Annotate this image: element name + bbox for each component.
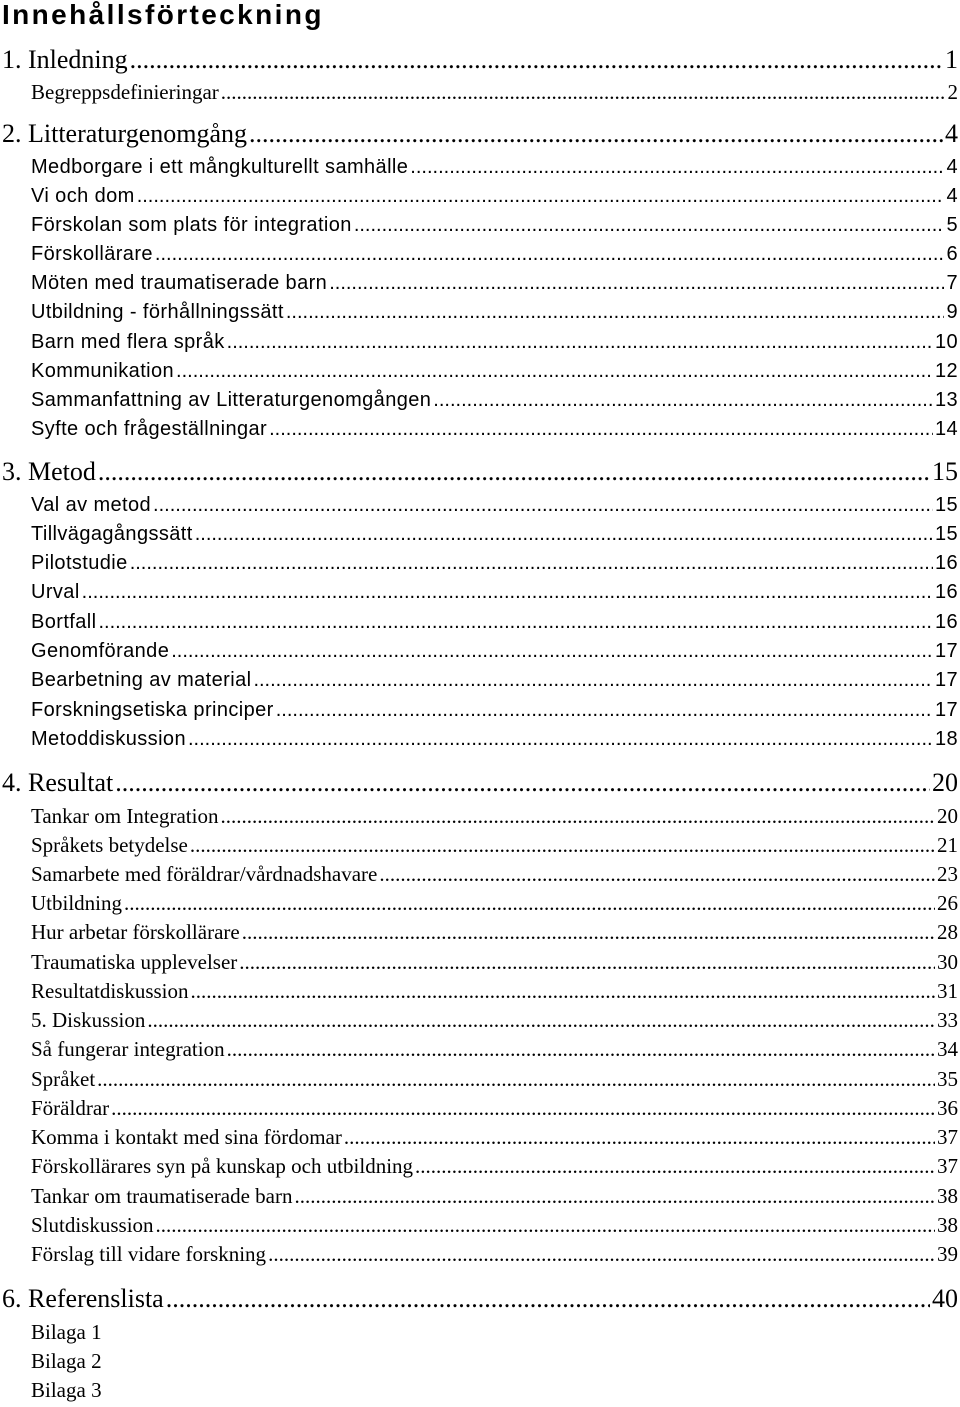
dot-leader bbox=[195, 520, 933, 548]
toc-entry-hur-arbetar[interactable] bbox=[31, 918, 958, 946]
toc-page-number: 36 bbox=[937, 1096, 958, 1120]
toc-page-number: 16 bbox=[934, 552, 958, 574]
toc-entry-title: 2. Litteraturgenomgång bbox=[2, 119, 248, 148]
toc-entry-utbildning-forhallningssatt[interactable] bbox=[31, 298, 958, 326]
toc-entry-title: Medborgare i ett mångkulturellt samhälle bbox=[31, 156, 409, 178]
toc-page-number: 18 bbox=[934, 728, 958, 750]
dot-leader bbox=[98, 456, 930, 488]
toc-page-number: 35 bbox=[937, 1067, 958, 1091]
toc-entry-title: Bilaga 2 bbox=[31, 1349, 102, 1373]
toc-entry-bortfall[interactable] bbox=[31, 608, 958, 636]
toc-page-number: 30 bbox=[937, 950, 958, 974]
toc-page-number: 7 bbox=[946, 272, 958, 294]
toc-page-number: 39 bbox=[937, 1242, 958, 1266]
toc-page-number: 5 bbox=[946, 214, 958, 236]
toc-entry-title: Föräldrar bbox=[31, 1096, 110, 1120]
toc-entry-slutdiskussion[interactable] bbox=[31, 1211, 958, 1239]
dot-leader bbox=[188, 725, 933, 753]
dot-leader bbox=[268, 1240, 935, 1268]
toc-entry-diskussion[interactable] bbox=[31, 1006, 958, 1034]
toc-entry-begreppsdefinieringar[interactable] bbox=[31, 78, 958, 106]
toc-page-number: 6 bbox=[946, 243, 958, 265]
toc-entry-title: Bortfall bbox=[31, 611, 97, 633]
toc-page-number: 34 bbox=[937, 1037, 958, 1061]
toc-entry-title: Så fungerar integration bbox=[31, 1037, 225, 1061]
dot-leader bbox=[242, 918, 935, 946]
toc-entry-title: 1. Inledning bbox=[2, 45, 128, 74]
toc-entry-title: Val av metod bbox=[31, 494, 152, 516]
toc-entry-title: Hur arbetar förskollärare bbox=[31, 920, 240, 944]
dot-leader bbox=[176, 357, 933, 385]
dot-leader bbox=[97, 1065, 935, 1093]
toc-entry-title: 3. Metod bbox=[2, 457, 96, 486]
toc-entry-referenslista[interactable] bbox=[2, 1283, 958, 1315]
toc-page-number: 28 bbox=[937, 920, 958, 944]
dot-leader bbox=[286, 298, 945, 326]
toc-page-number: 38 bbox=[937, 1184, 958, 1208]
toc-entry-val-av-metod[interactable] bbox=[31, 491, 958, 519]
toc-entry-kommunikation[interactable] bbox=[31, 357, 958, 385]
dot-leader bbox=[124, 889, 935, 917]
toc-entry-sammanfattning[interactable] bbox=[31, 386, 958, 414]
toc-page-number: 2 bbox=[947, 80, 958, 104]
dot-leader bbox=[227, 328, 933, 356]
dot-leader bbox=[220, 802, 935, 830]
toc-page-number: 17 bbox=[934, 669, 958, 691]
toc-entry-title: Bilaga 1 bbox=[31, 1320, 102, 1344]
toc-entry-title: 6. Referenslista bbox=[2, 1284, 164, 1313]
toc-entry-syfte[interactable] bbox=[31, 415, 958, 443]
toc-page-number: 37 bbox=[937, 1154, 958, 1178]
toc-entry-title: Resultatdiskussion bbox=[31, 979, 189, 1003]
toc-page-number: 4 bbox=[945, 119, 958, 148]
toc-entry-tankar-traumatiserade[interactable] bbox=[31, 1182, 958, 1210]
toc-entry-title: Möten med traumatiserade barn bbox=[31, 272, 328, 294]
toc-entry-title: Komma i kontakt med sina fördomar bbox=[31, 1125, 342, 1149]
toc-entry-utbildning[interactable] bbox=[31, 889, 958, 917]
toc-entry-title: Språkets betydelse bbox=[31, 833, 188, 857]
dot-leader bbox=[156, 1211, 935, 1239]
dot-leader bbox=[130, 44, 943, 76]
dot-leader bbox=[227, 1035, 935, 1063]
dot-leader bbox=[410, 153, 944, 181]
dot-leader bbox=[239, 948, 935, 976]
toc-entry-title: Förskollärare bbox=[31, 243, 153, 265]
dot-leader bbox=[415, 1152, 935, 1180]
dot-leader bbox=[295, 1182, 936, 1210]
toc-page-number: 4 bbox=[946, 185, 958, 207]
toc-entry-title: Genomförande bbox=[31, 640, 170, 662]
toc-entry-traumatiska-upplevelser[interactable] bbox=[31, 948, 958, 976]
dot-leader bbox=[111, 1094, 935, 1122]
toc-entry-metoddiskussion[interactable] bbox=[31, 725, 958, 753]
toc-entry-forskollarares-syn[interactable] bbox=[31, 1152, 958, 1180]
dot-leader bbox=[130, 549, 933, 577]
toc-entry-genomforande[interactable] bbox=[31, 637, 958, 665]
toc-entry-title: Språket bbox=[31, 1067, 96, 1091]
toc-page-number: 9 bbox=[946, 301, 958, 323]
toc-entry-title: Sammanfattning av Litteraturgenomgången bbox=[31, 389, 432, 411]
toc-page-number: 40 bbox=[932, 1284, 958, 1313]
toc-entry-vi-och-dom[interactable] bbox=[31, 182, 958, 210]
toc-page-number: 1 bbox=[945, 45, 958, 74]
toc-page-number: 14 bbox=[934, 418, 958, 440]
dot-leader bbox=[171, 637, 933, 665]
toc-page-number: 21 bbox=[937, 833, 958, 857]
dot-leader bbox=[433, 386, 933, 414]
toc-entry-title: Samarbete med föräldrar/vårdnadshavare bbox=[31, 862, 378, 886]
toc-entry-medborgare[interactable] bbox=[31, 153, 958, 181]
toc-entry-title: 4. Resultat bbox=[2, 768, 114, 797]
toc-page-number: 16 bbox=[934, 581, 958, 603]
toc-entry-bilaga-3[interactable] bbox=[31, 1376, 102, 1404]
toc-entry-title: Syfte och frågeställningar bbox=[31, 418, 268, 440]
toc-page-number: 20 bbox=[937, 804, 958, 828]
dot-leader bbox=[153, 491, 933, 519]
toc-page-number: 37 bbox=[937, 1125, 958, 1149]
dot-leader bbox=[82, 578, 933, 606]
dot-leader bbox=[276, 696, 933, 724]
toc-entry-urval[interactable] bbox=[31, 578, 958, 606]
toc-page-number: 12 bbox=[934, 360, 958, 382]
toc-entry-title: Traumatiska upplevelser bbox=[31, 950, 238, 974]
toc-entry-title: Vi och dom bbox=[31, 185, 135, 207]
dot-leader bbox=[354, 211, 945, 239]
dot-leader bbox=[329, 269, 944, 297]
toc-page-number: 4 bbox=[946, 156, 958, 178]
dot-leader bbox=[221, 78, 946, 106]
toc-entry-bilaga-1[interactable] bbox=[31, 1318, 102, 1346]
toc-page-number: 17 bbox=[934, 699, 958, 721]
toc-entry-spraket[interactable] bbox=[31, 1065, 958, 1093]
toc-entry-title: Pilotstudie bbox=[31, 552, 128, 574]
dot-leader bbox=[249, 118, 943, 150]
dot-leader bbox=[147, 1006, 935, 1034]
toc-entry-title: Utbildning - förhållningssätt bbox=[31, 301, 284, 323]
toc-entry-title: Förskolan som plats för integration bbox=[31, 214, 352, 236]
toc-entry-title: Metoddiskussion bbox=[31, 728, 186, 750]
dot-leader bbox=[155, 240, 945, 268]
toc-entry-title: Slutdiskussion bbox=[31, 1213, 154, 1237]
dot-leader bbox=[269, 415, 933, 443]
toc-page-number: 15 bbox=[934, 523, 958, 545]
toc-entry-resultat[interactable] bbox=[2, 767, 958, 799]
toc-entry-title: Tankar om traumatiserade barn bbox=[31, 1184, 293, 1208]
dot-leader bbox=[253, 666, 933, 694]
toc-entry-tankar-om-integration[interactable] bbox=[31, 802, 958, 830]
toc-entry-forskolan-integration[interactable] bbox=[31, 211, 958, 239]
dot-leader bbox=[379, 860, 935, 888]
toc-page-number: 31 bbox=[937, 979, 958, 1003]
toc-entry-forslag-forskning[interactable] bbox=[31, 1240, 958, 1268]
toc-page-number: 20 bbox=[932, 768, 958, 797]
dot-leader bbox=[191, 977, 935, 1005]
dot-leader bbox=[344, 1123, 935, 1151]
dot-leader bbox=[137, 182, 945, 210]
toc-entry-traumatiserade-barn[interactable] bbox=[31, 269, 958, 297]
toc-entry-title: Forskningsetiska principer bbox=[31, 699, 274, 721]
toc-entry-litteraturgenomgang[interactable] bbox=[2, 118, 958, 150]
toc-entry-title: Urval bbox=[31, 581, 80, 603]
toc-entry-sprakets-betydelse[interactable] bbox=[31, 831, 958, 859]
toc-entry-title: Kommunikation bbox=[31, 360, 175, 382]
toc-entry-title: Tillvägagångssätt bbox=[31, 523, 193, 545]
toc-entry-title: Bilaga 3 bbox=[31, 1378, 102, 1402]
toc-page-number: 38 bbox=[937, 1213, 958, 1237]
toc-page-number: 15 bbox=[932, 457, 958, 486]
toc-entry-resultatdiskussion[interactable] bbox=[31, 977, 958, 1005]
toc-entry-pilotstudie[interactable] bbox=[31, 549, 958, 577]
toc-entry-title: Tankar om Integration bbox=[31, 804, 219, 828]
toc-entry-title: Förslag till vidare forskning bbox=[31, 1242, 267, 1266]
toc-page-number: 16 bbox=[934, 611, 958, 633]
dot-leader bbox=[166, 1283, 930, 1315]
toc-entry-title: Bearbetning av material bbox=[31, 669, 252, 691]
toc-page-number: 33 bbox=[937, 1008, 958, 1032]
toc-page-number: 23 bbox=[937, 862, 958, 886]
toc-entry-title: Förskollärares syn på kunskap och utbildning bbox=[31, 1154, 414, 1178]
toc-entry-inledning[interactable] bbox=[2, 44, 958, 76]
toc-entry-bearbetning[interactable] bbox=[31, 666, 958, 694]
toc-entry-title: Barn med flera språk bbox=[31, 331, 225, 353]
toc-entry-forskningsetiska[interactable] bbox=[31, 696, 958, 724]
toc-entry-title: Utbildning bbox=[31, 891, 123, 915]
toc-entry-forskollarare[interactable] bbox=[31, 240, 958, 268]
toc-page-number: 17 bbox=[934, 640, 958, 662]
toc-entry-title: Begreppsdefinieringar bbox=[31, 80, 219, 104]
dot-leader bbox=[98, 608, 933, 636]
toc-entry-title: 5. Diskussion bbox=[31, 1008, 146, 1032]
toc-entry-sa-fungerar-integration[interactable] bbox=[31, 1035, 958, 1063]
toc-entry-fordomar[interactable] bbox=[31, 1123, 958, 1151]
toc-entry-foraldrar[interactable] bbox=[31, 1094, 958, 1122]
dot-leader bbox=[190, 831, 935, 859]
toc-page-number: 26 bbox=[937, 891, 958, 915]
toc-entry-metod[interactable] bbox=[2, 456, 958, 488]
toc-entry-tillvagagangssatt[interactable] bbox=[31, 520, 958, 548]
toc-page-number: 13 bbox=[934, 389, 958, 411]
dot-leader bbox=[115, 767, 930, 799]
toc-page-number: 10 bbox=[934, 331, 958, 353]
toc-page-number: 15 bbox=[934, 494, 958, 516]
toc-entry-barn-flera-sprak[interactable] bbox=[31, 328, 958, 356]
toc-entry-bilaga-2[interactable] bbox=[31, 1347, 102, 1375]
toc-entry-samarbete[interactable] bbox=[31, 860, 958, 888]
page-title: Innehållsförteckning bbox=[2, 0, 324, 30]
